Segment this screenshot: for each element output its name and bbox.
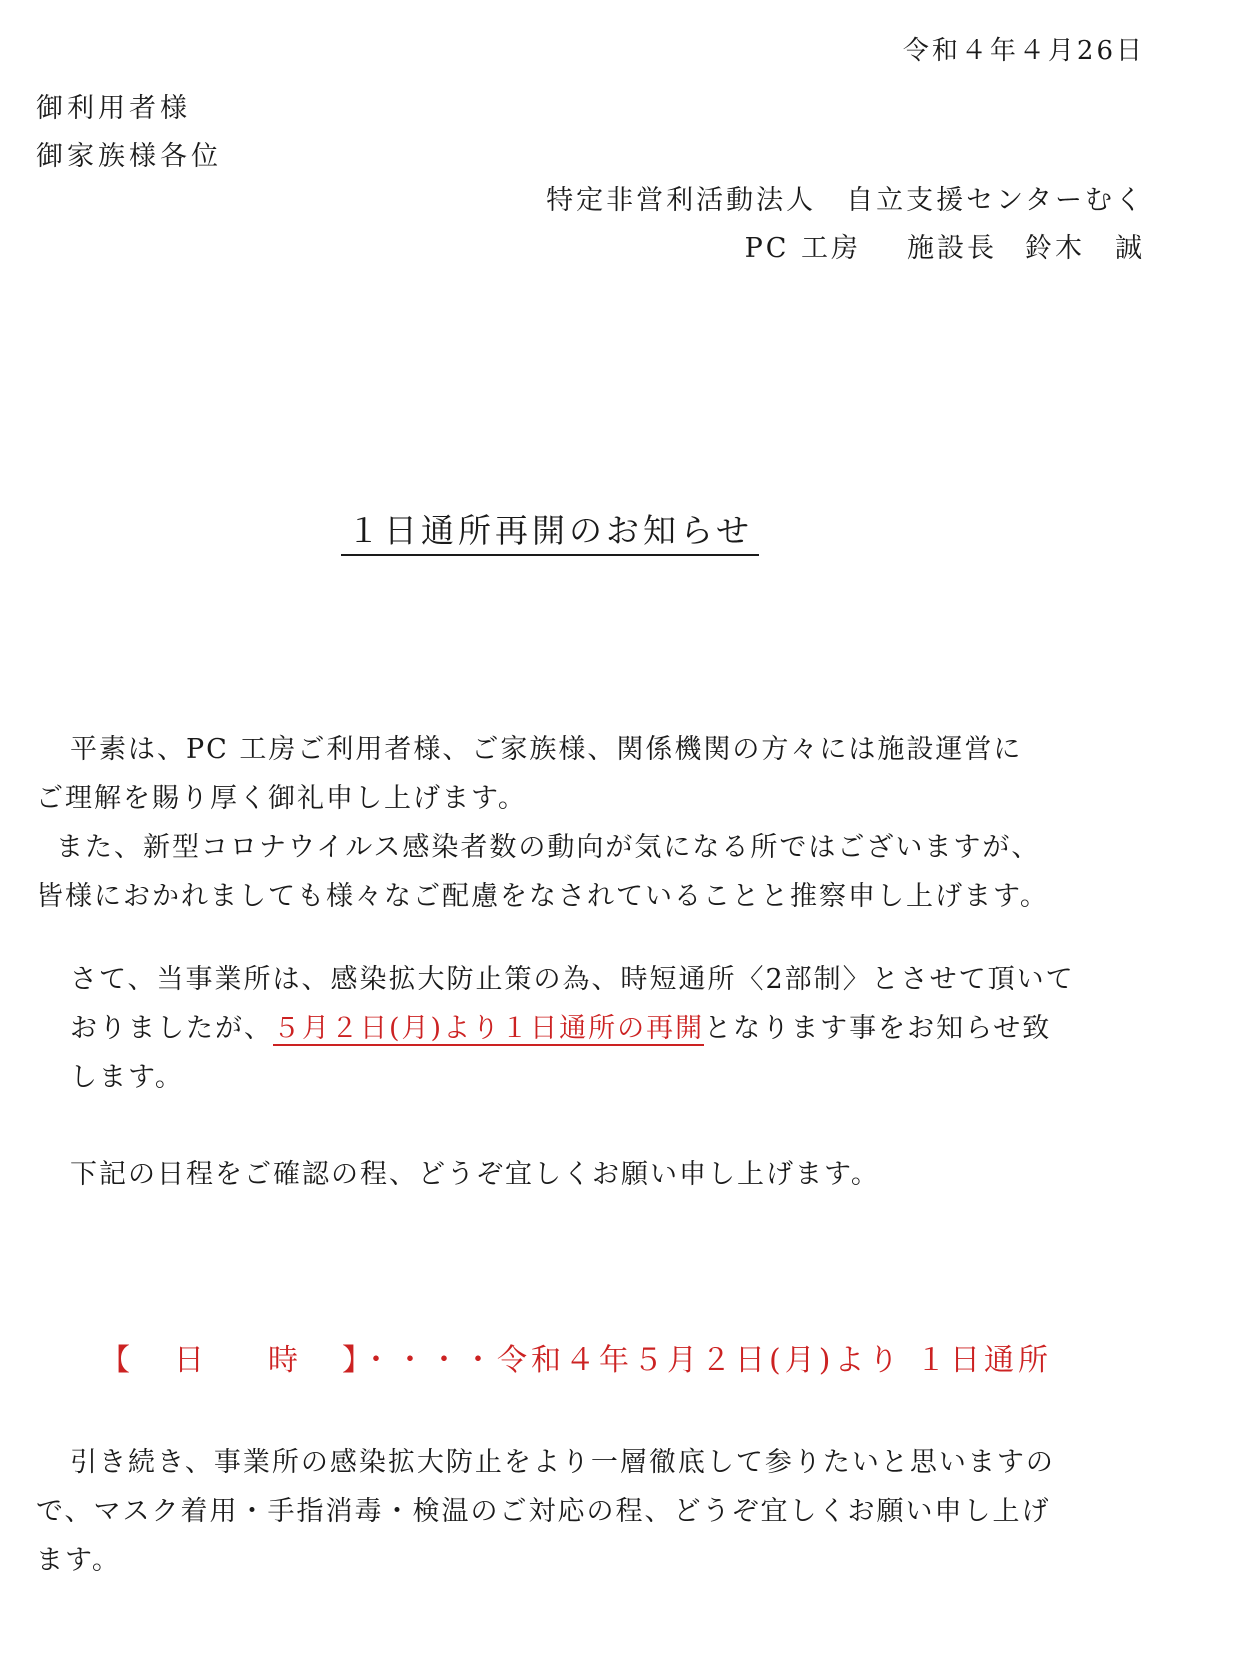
- closing-line-1: 引き続き、事業所の感染拡大防止をより一層徹底して参りたいと思いますの: [70, 1447, 1055, 1478]
- announcement-after: となります事をお知らせ致します。: [70, 1013, 1052, 1093]
- document-title-text: １日通所再開のお知らせ: [341, 511, 759, 556]
- addressee-families: 御家族様各位: [36, 141, 222, 172]
- sender-organization: 特定非営利活動法人 自立支援センターむく: [546, 185, 1145, 216]
- closing-paragraph: [36, 1438, 1076, 1585]
- request-paragraph: [36, 1150, 1076, 1199]
- greeting-line-3: また、新型コロナウイルス感染者数の動向が気になる所ではございますが、: [56, 832, 1041, 863]
- sender-name: 鈴木 誠: [1025, 233, 1145, 264]
- document-date: 令和４年４月26日: [902, 36, 1145, 66]
- sender-line: [745, 226, 1145, 265]
- sender-facility: PC 工房: [744, 233, 861, 264]
- closing-line-2: で、マスク着用・手指消毒・検温のご対応の程、どうぞ宜しくお願い申し上げます。: [36, 1496, 1051, 1576]
- schedule-label-time: 時: [268, 1343, 302, 1378]
- greeting-line-4: 皆様におかれましても様々なご配慮をなされていることと推察申し上げます。: [36, 881, 1049, 912]
- announcement-before: さて、当事業所は、感染拡大防止策の為、時短通所〈2部制〉とさせて頂いておりましたが、: [70, 964, 1075, 1044]
- announcement-text: [36, 955, 1076, 1102]
- greeting-line-2: ご理解を賜り厚く御礼申し上げます。: [36, 783, 527, 814]
- schedule-close-bracket: 】: [342, 1343, 361, 1378]
- schedule-line: [100, 1335, 1052, 1379]
- request-text: 下記の日程をご確認の程、どうぞ宜しくお願い申し上げます。: [70, 1159, 880, 1190]
- announcement-highlight: ５月２日(月)より１日通所の再開: [273, 1013, 705, 1044]
- addressee-users: 御利用者様: [36, 93, 191, 124]
- greeting-paragraph: [36, 725, 1076, 921]
- schedule-label-day: 日: [174, 1343, 208, 1378]
- schedule-value: 令和４年５月２日(月)より １日通所: [497, 1343, 1052, 1378]
- schedule-dots: ・・・・: [361, 1343, 497, 1378]
- schedule-open-bracket: 【: [100, 1343, 134, 1378]
- announcement-paragraph: [36, 955, 1076, 1102]
- greeting-line-1: 平素は、PC 工房ご利用者様、ご家族様、関係機関の方々には施設運営に: [70, 734, 1023, 765]
- sender-title: 施設長: [907, 233, 997, 264]
- document-title: [0, 505, 1100, 552]
